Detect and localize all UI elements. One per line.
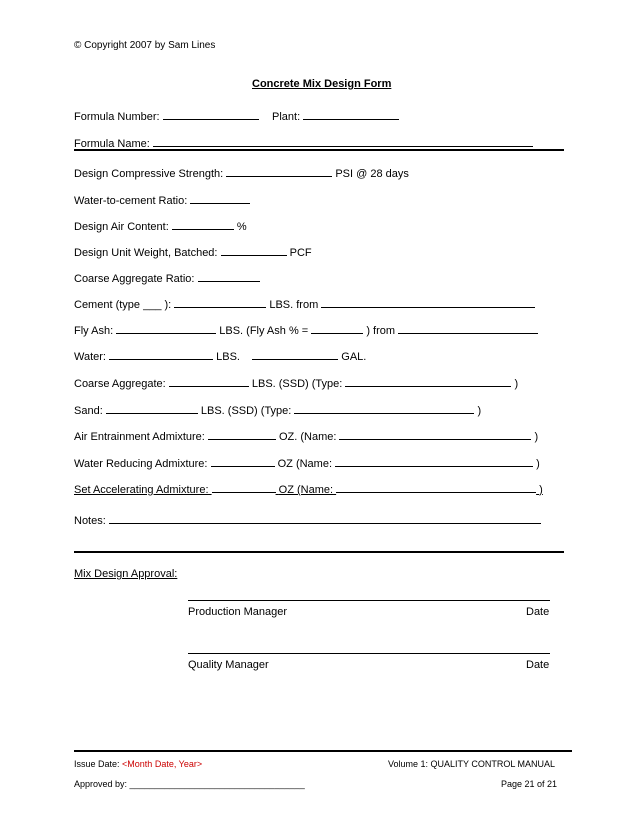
formula-number-row <box>74 108 259 123</box>
cement-from-label: LBS. from <box>269 299 319 311</box>
notes-label: Notes: <box>74 515 106 527</box>
quality-date-label: Date <box>526 659 550 671</box>
coarse-ratio-row <box>74 270 260 285</box>
air-admix-name-field[interactable] <box>339 428 531 440</box>
footer-rule <box>74 750 572 752</box>
water-row <box>74 348 366 363</box>
water-gal-field[interactable] <box>252 348 338 360</box>
coarse-agg-row <box>74 375 518 390</box>
compressive-strength-unit: PSI @ 28 days <box>335 168 409 180</box>
sand-lbs-field[interactable] <box>106 402 198 414</box>
set-admix-name-field[interactable] <box>336 481 536 493</box>
formula-name-label: Formula Name: <box>74 138 150 150</box>
water-lbs-field[interactable] <box>109 348 213 360</box>
coarse-agg-type-field[interactable] <box>345 375 511 387</box>
fly-ash-from-label: ) from <box>366 325 396 337</box>
plant-label: Plant: <box>272 111 301 123</box>
quality-manager-label: Quality Manager <box>188 659 269 671</box>
air-content-field[interactable] <box>172 218 234 230</box>
page-number: Page 21 of 21 <box>501 779 558 789</box>
water-admix-row <box>74 455 540 470</box>
coarse-ratio-field[interactable] <box>198 270 260 282</box>
fly-ash-source-field[interactable] <box>398 322 538 334</box>
cement-source-field[interactable] <box>321 296 535 308</box>
air-content-unit: % <box>236 221 247 233</box>
air-admix-name-label: OZ. (Name: <box>278 431 337 443</box>
water-admix-close: ) <box>536 458 540 470</box>
set-admix-label: Set Accelerating Admixture: <box>74 484 209 496</box>
form-title: Concrete Mix Design Form <box>252 78 392 90</box>
plant-field[interactable] <box>303 108 399 120</box>
coarse-agg-lbs-field[interactable] <box>169 375 249 387</box>
issue-date-label: Issue Date: <box>74 759 120 769</box>
coarse-ratio-label: Coarse Aggregate Ratio: <box>74 273 195 285</box>
wc-ratio-field[interactable] <box>190 192 250 204</box>
production-date-label: Date <box>526 606 550 618</box>
air-admix-label: Air Entrainment Admixture: <box>74 431 205 443</box>
cement-lbs-field[interactable] <box>174 296 266 308</box>
cement-row <box>74 296 535 311</box>
coarse-agg-type-label: LBS. (SSD) (Type: <box>251 378 343 390</box>
water-admix-label: Water Reducing Admixture: <box>74 458 208 470</box>
air-content-label: Design Air Content: <box>74 221 169 233</box>
notes-field[interactable] <box>109 512 541 524</box>
water-admix-name-field[interactable] <box>335 455 533 467</box>
sand-type-label: LBS. (SSD) (Type: <box>200 405 292 417</box>
coarse-agg-close: ) <box>514 378 519 390</box>
set-admix-close: ) <box>539 484 543 496</box>
water-label: Water: <box>74 351 106 363</box>
sand-label: Sand: <box>74 405 103 417</box>
issue-date-value: <Month Date, Year> <box>122 759 203 769</box>
unit-weight-label: Design Unit Weight, Batched: <box>74 247 218 259</box>
volume-title: Volume 1: QUALITY CONTROL MANUAL <box>388 759 556 769</box>
unit-weight-row <box>74 244 312 259</box>
approved-by: Approved by: ___________________________________ <box>74 779 305 789</box>
set-admix-name-label: OZ (Name: <box>278 484 334 496</box>
water-admix-name-label: OZ (Name: <box>277 458 333 470</box>
coarse-agg-label: Coarse Aggregate: <box>74 378 166 390</box>
notes-row <box>74 512 541 527</box>
formula-number-field[interactable] <box>163 108 259 120</box>
formula-name-field[interactable] <box>153 135 533 147</box>
unit-weight-unit: PCF <box>289 247 312 259</box>
production-manager-label: Production Manager <box>188 606 288 618</box>
air-admix-row <box>74 428 538 443</box>
section-divider <box>74 149 564 151</box>
fly-ash-pct-label: LBS. (Fly Ash % = <box>219 325 309 337</box>
production-signature-line[interactable] <box>188 600 550 601</box>
issue-date <box>74 759 202 769</box>
formula-number-label: Formula Number: <box>74 111 160 123</box>
sand-row <box>74 402 481 417</box>
wc-ratio-label: Water-to-cement Ratio: <box>74 195 188 207</box>
water-gal-unit: GAL. <box>341 351 367 363</box>
air-admix-oz-field[interactable] <box>208 428 276 440</box>
water-admix-oz-field[interactable] <box>211 455 275 467</box>
compressive-strength-label: Design Compressive Strength: <box>74 168 224 180</box>
notes-second-line <box>74 551 564 553</box>
quality-signature-line[interactable] <box>188 653 550 654</box>
fly-ash-row <box>74 322 538 337</box>
fly-ash-pct-field[interactable] <box>311 322 363 334</box>
air-content-row <box>74 218 247 233</box>
sand-type-field[interactable] <box>294 402 474 414</box>
water-lbs-unit: LBS. <box>216 351 240 363</box>
compressive-strength-row <box>74 165 409 180</box>
approval-heading: Mix Design Approval: <box>74 568 178 580</box>
unit-weight-field[interactable] <box>221 244 287 256</box>
fly-ash-label: Fly Ash: <box>74 325 114 337</box>
plant-row <box>272 108 399 123</box>
sand-close: ) <box>477 405 482 417</box>
compressive-strength-field[interactable] <box>226 165 332 177</box>
wc-ratio-row <box>74 192 250 207</box>
copyright-notice: © Copyright 2007 by Sam Lines <box>74 40 216 51</box>
cement-label: Cement (type ___ ): <box>74 299 172 311</box>
formula-name-row <box>74 135 533 150</box>
set-admix-oz-field[interactable] <box>212 481 276 493</box>
air-admix-close: ) <box>534 431 539 443</box>
fly-ash-lbs-field[interactable] <box>116 322 216 334</box>
set-admix-row <box>74 481 543 496</box>
